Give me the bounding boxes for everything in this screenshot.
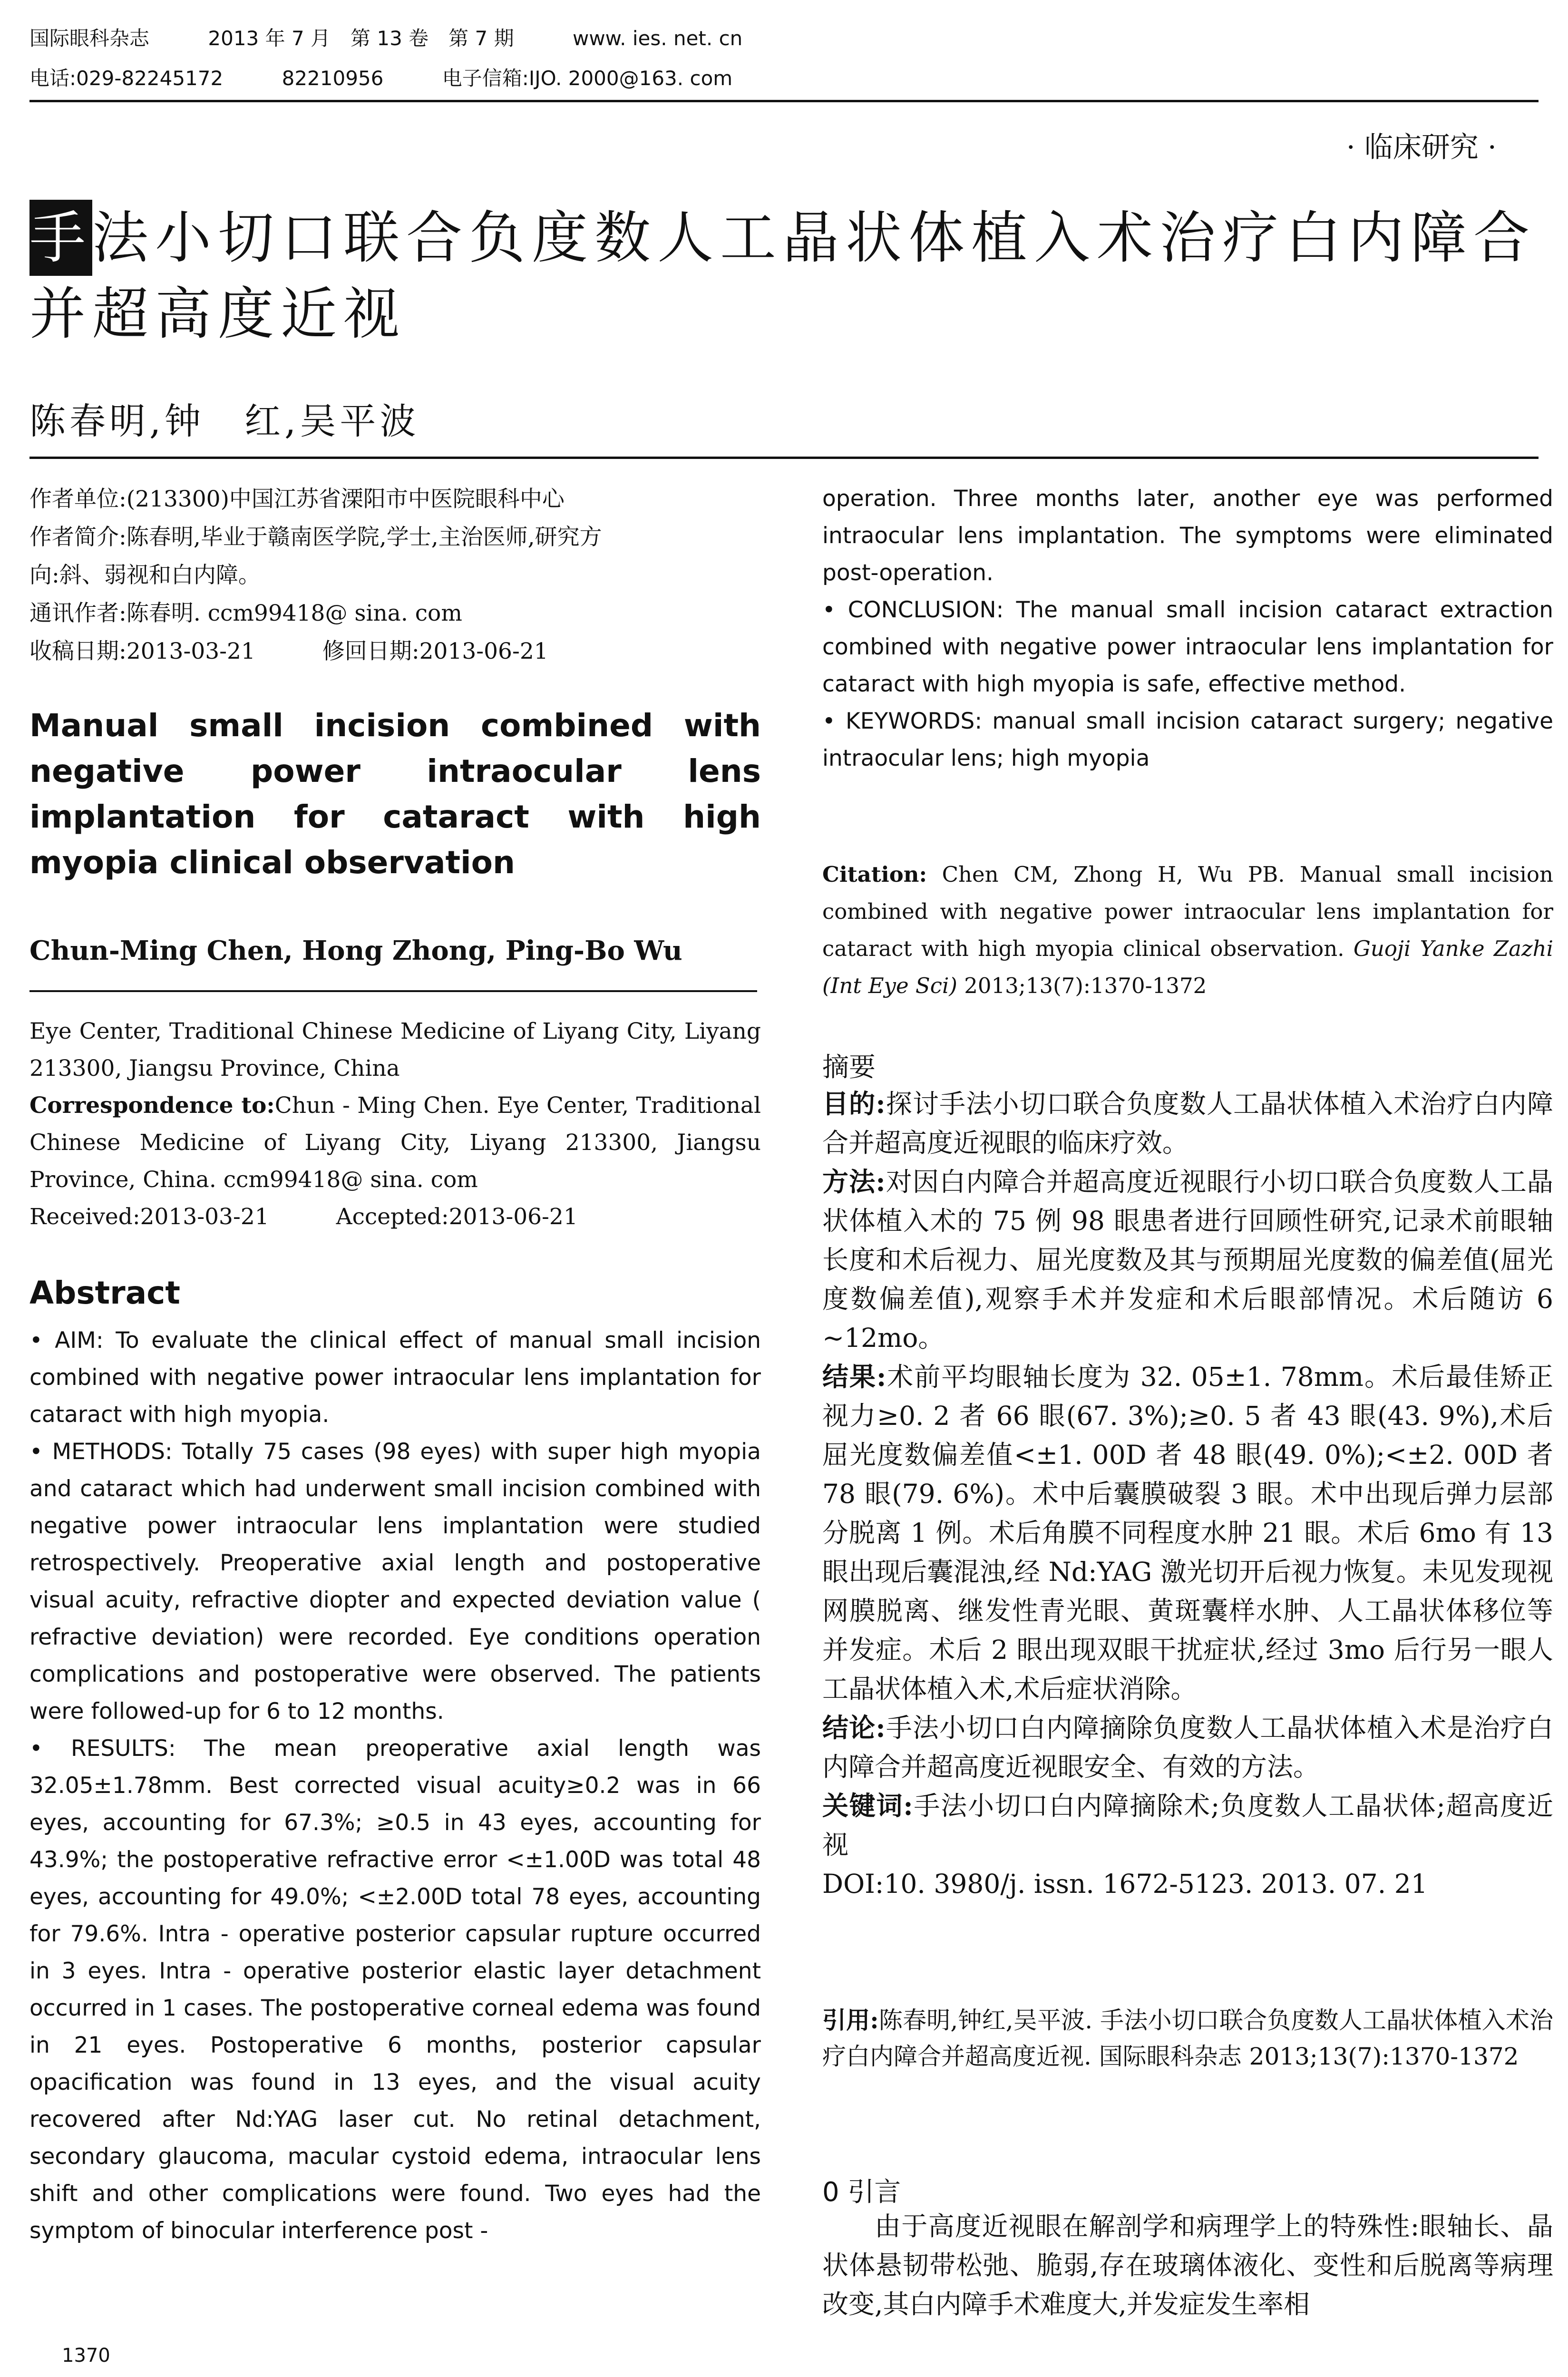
title-initial: 手 <box>29 200 92 276</box>
journal-header-line2 <box>29 63 785 91</box>
author-info <box>29 480 761 671</box>
citation-cn-label: 引用: <box>822 2006 879 2034</box>
author-info-line: 收稿日期:2013-03-21 修回日期:2013-06-21 <box>29 638 548 664</box>
abstract-cn-methods: 方法:对因白内障合并超高度近视眼行小切口联合负度数人工晶状体植入术的 75 例 98 眼患者进行回顾性研究,记录术前眼轴长度和术后视力、屈光度数及其与预期屈光度数的偏差值(屈光度数偏差值),观察手术并发症和术后眼部情况。术后随访 6 ~12mo。 <box>822 1166 1553 1353</box>
abstract-cn <box>822 1084 1553 1903</box>
article-title-en: Manual small incision combined with negative power intraocular lens implantation for cataract with high myopia clinical observation <box>29 707 761 881</box>
authors-cn: 陈春明,钟 红,吴平波 <box>29 400 420 442</box>
abstract-cn-conclusion: 结论:手法小切口白内障摘除负度数人工晶状体植入术是治疗白内障合并超高度近视眼安全、有效的方法。 <box>822 1712 1553 1782</box>
author-info-line: 作者单位:(213300)中国江苏省溧阳市中医院眼科中心 <box>29 486 565 512</box>
citation-text: Chen CM, Zhong H, Wu PB. Manual small incision combined with negative power intraocular lens implantation for cataract with high myopia clinical observation. <box>822 862 1553 961</box>
affiliation-block <box>29 1013 761 1236</box>
doi: DOI:10. 3980/j. issn. 1672-5123. 2013. 07. 21 <box>822 1869 1428 1899</box>
phone2: 82210956 <box>282 67 384 90</box>
author-info-line: 向:斜、弱视和白内障。 <box>29 562 261 588</box>
abstract-heading: Abstract <box>29 1275 180 1311</box>
article-title-cn <box>29 200 1551 352</box>
citation-cn-text: 陈春明,钟红,吴平波. 手法小切口联合负度数人工晶状体植入术治疗白内障合并超高度近视. 国际眼科杂志 2013;13(7):1370-1372 <box>822 2007 1553 2070</box>
citation-en <box>822 856 1553 1004</box>
abstract-aim: • AIM: To evaluate the clinical effect of manual small incision combined with negative power intraocular lens implantation for cataract with high myopia. <box>29 1327 761 1428</box>
title-rule <box>29 457 1539 459</box>
author-info-line: 通讯作者:陈春明. ccm99418@ sina. com <box>29 600 462 626</box>
page-number: 1370 <box>62 2345 110 2367</box>
abstract-results: • RESULTS: The mean preoperative axial length was 32.05±1.78mm. Best corrected visual acuity≥0.2 was in 66 eyes, accounting for 67.3%; ≥0.5 in 43 eyes, accounting for 43.9%; the postoperative refractive error <±1.00D was total 48 eyes, accounting for 49.0%; <±2.00D total 78 eyes, accounting for 79.6%. Intra - operative posterior capsular rupture occurred in 3 eyes. Intra - operative posterior elastic layer detachment occurred in 1 cases. The postoperative corneal edema was found in 21 eyes. Postoperative 6 months, posterior capsular opacification was found in 13 eyes, and the visual acuity recovered after Nd:YAG laser cut. No retinal detachment, secondary glaucoma, macular cystoid edema, intraocular lens shift and other complications were found. Two eyes had the symptom of binocular interference post - <box>29 1735 761 2244</box>
email: 电子信箱:IJO. 2000@163. com <box>442 67 733 90</box>
received-dates: Received:2013-03-21 Accepted:2013-06-21 <box>29 1204 578 1230</box>
correspondence <box>29 1087 761 1198</box>
header-rule <box>29 100 1539 102</box>
title-rest: 法小切口联合负度数人工晶状体植入术治疗白内障合并超高度近视 <box>29 205 1537 347</box>
correspondence-label: Correspondence to: <box>29 1092 275 1119</box>
abstract-keywords: • KEYWORDS: manual small incision cataract surgery; negative intraocular lens; high myopia <box>822 708 1553 771</box>
issue-info: 2013 年 7 月 第 13 卷 第 7 期 <box>208 27 514 50</box>
authors-rule <box>29 990 757 992</box>
abstract-cn-results: 结果:术前平均眼轴长度为 32. 05±1. 78mm。术后最佳矫正视力≥0. 2 者 66 眼(67. 3%);≥0. 5 者 43 眼(43. 9%),术后屈光度数偏差值<±1. 00D 者 48 眼(49. 0%);<±2. 00D 者 78 眼(79. 6%)。术中后囊膜破裂 3 眼。术中出现后弹力层部分脱离 1 例。术后角膜不同程度水肿 21 眼。术后 6mo 有 13 眼出现后囊混浊,经 Nd:YAG 激光切开后视力恢复。未见发现视网膜脱离、继发性青光眼、黄斑囊样水肿、人工晶状体移位等并发症。术后 2 眼出现双眼干扰症状,经过 3mo 后行另一眼人工晶状体植入术,术后症状消除。 <box>822 1361 1553 1704</box>
affiliation: Eye Center, Traditional Chinese Medicine of Liyang City, Liyang 213300, Jiangsu Province, China <box>29 1018 761 1081</box>
section-label: · 临床研究 · <box>1346 131 1497 164</box>
abstract-cn-heading: 摘要 <box>822 1052 876 1083</box>
abstract-cn-aim: 目的:探讨手法小切口联合负度数人工晶状体植入术治疗白内障合并超高度近视眼的临床疗效。 <box>822 1088 1553 1158</box>
citation-tail: 2013;13(7):1370-1372 <box>964 973 1207 998</box>
abstract-results-cont: operation. Three months later, another eye was performed intraocular lens implantation. The symptoms were eliminated post-operation. <box>822 486 1553 586</box>
website: www. ies. net. cn <box>572 27 743 50</box>
abstract-en <box>29 1322 761 2250</box>
intro-heading: 0 引言 <box>822 2177 901 2208</box>
citation-cn <box>822 2002 1553 2075</box>
abstract-conclusion: • CONCLUSION: The manual small incision cataract extraction combined with negative power intraocular lens implantation for cataract with high myopia is safe, effective method. <box>822 597 1553 697</box>
citation-journal: Guoji Yanke Zazhi (Int Eye Sci) <box>822 936 1554 998</box>
citation-label: Citation: <box>822 862 927 887</box>
abstract-en-cont <box>822 480 1553 777</box>
journal-header-line1 <box>29 23 795 51</box>
authors-en: Chun-Ming Chen, Hong Zhong, Ping-Bo Wu <box>29 935 682 966</box>
journal-name: 国际眼科杂志 <box>29 27 150 50</box>
abstract-cn-keywords: 关键词:手法小切口白内障摘除术;负度数人工晶状体;超高度近视 <box>822 1790 1553 1860</box>
abstract-methods: • METHODS: Totally 75 cases (98 eyes) with super high myopia and cataract which had underwent small incision combined with negative power intraocular lens implantation were studied retrospectively. Preoperative axial length and postoperative visual acuity, refractive diopter and expected deviation value ( refractive deviation) were recorded. Eye conditions operation complications and postoperative were observed. The patients were followed-up for 6 to 12 months. <box>29 1439 761 1724</box>
intro-text: 由于高度近视眼在解剖学和病理学上的特殊性:眼轴长、晶状体悬韧带松弛、脆弱,存在玻璃体液化、变性和后脱离等病理改变,其白内障手术难度大,并发症发生率相 <box>822 2211 1553 2319</box>
phone: 电话:029-82245172 <box>29 67 224 90</box>
correspondence-text: Chun - Ming Chen. Eye Center, Traditional Chinese Medicine of Liyang City, Liyang 213300, Jiangsu Province, China. ccm99418@ sina. com <box>29 1092 761 1193</box>
author-info-line: 作者简介:陈春明,毕业于赣南医学院,学士,主治医师,研究方 <box>29 524 602 550</box>
